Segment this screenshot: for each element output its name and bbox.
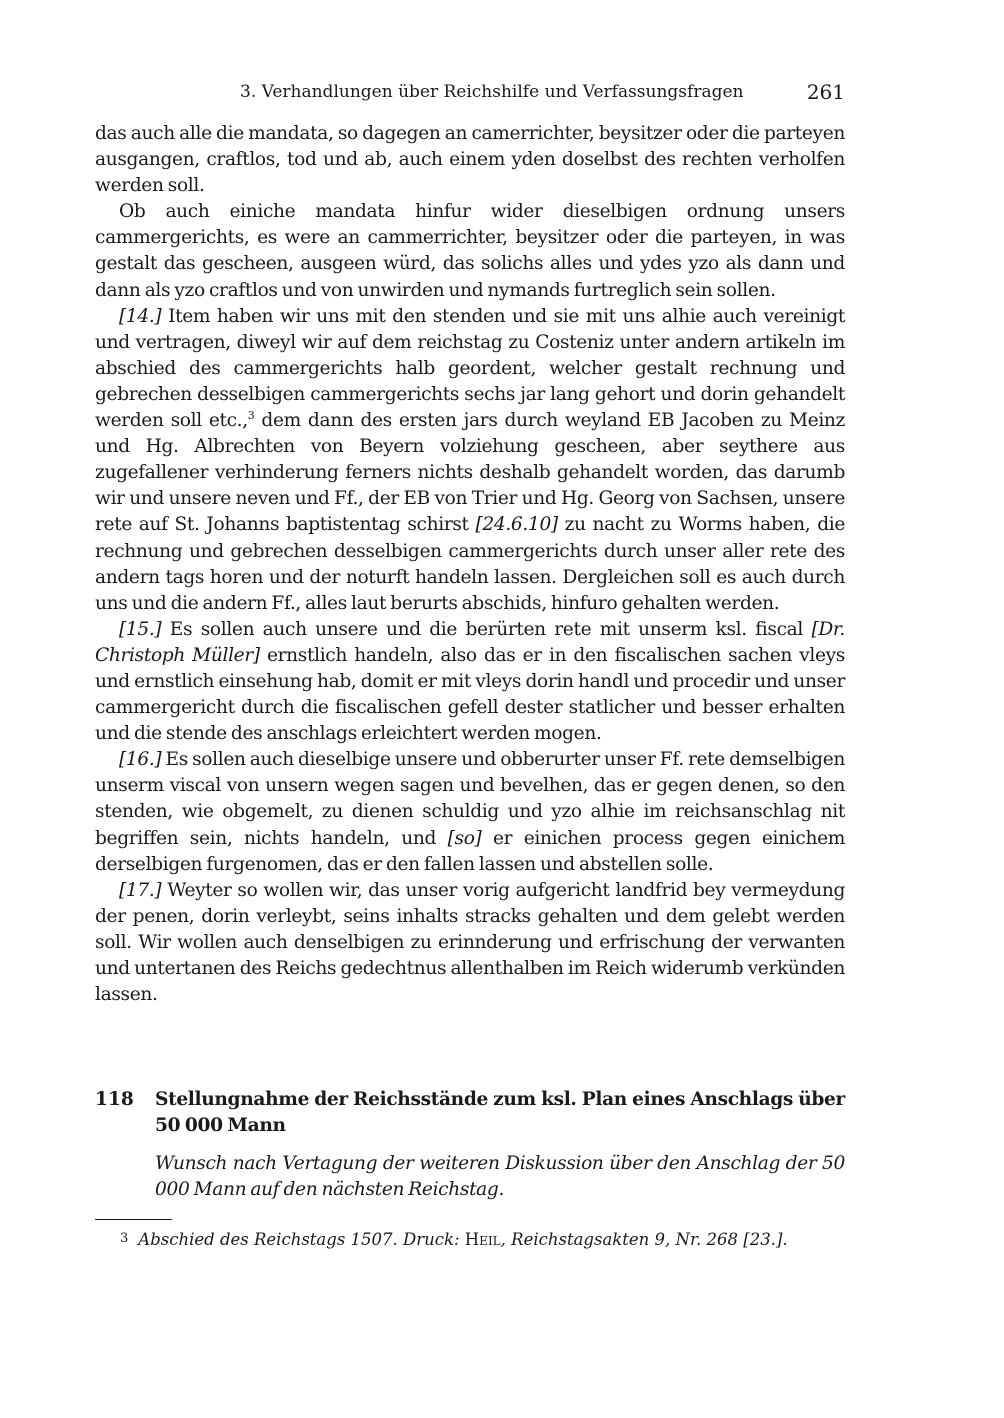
main-text (95, 121, 845, 1008)
footnote-3 (120, 1228, 845, 1251)
editorial-name: [Dr. Christoph Müller] (95, 618, 845, 666)
section-title: Stellungnahme der Reichsstände zum ksl. Plan eines Anschlags über 50 000 Mann (155, 1089, 845, 1137)
paragraph-text: Es sollen auch dieselbige unsere und obberurter unser Ff. rete demselbigen unserm viscal von unsern wegen sagen und bevelhen, das er gegen denen, so den stenden, wie obgemelt, zu dienen schuldig und yzo alhie im reichsanschlag nit begriffen sein, nichts handeln, und (95, 749, 845, 849)
paragraph-2: Ob auch einiche mandata hinfur wider dieselbigen ordnung unsers cammergerichts, es were an cammerrichter, beysitzer oder die parteyen, in was gestalt das gescheen, ausgeen würd, das solichs alles und ydes yzo als dann und dann als yzo craftlos und von unwirden und nymands furtreglich sein sollen. (95, 201, 845, 301)
paragraph-text: ernstlich handeln, also das er in den fiscalischen sachen vleys und ernstlich einsehung hab, domit er mit vleys dorin handl und procedir und unser cammergericht durch die fiscalischen gefell dester statlicher und besser erhalten und die stende des anschlags erleichtert werden mogen. (95, 644, 845, 745)
paragraph-text: dem dann des ersten jars durch weyland EB Jacoben zu Meinz und Hg. Albrechten von Beyern volziehung gescheen, aber seythere aus zugefallener verhinderung ferners nichts deshalb gehandelt worden, das darumb wir und unsere neven und Ff., der EB von Trier und Hg. Georg von Sachsen, unsere rete auf St. Johanns baptistentag schirst (95, 410, 845, 536)
editorial-insert: [so] (447, 827, 482, 849)
article-marker: [14.] (119, 305, 162, 327)
document-section-118 (95, 1087, 845, 1203)
paragraph-17 (95, 878, 845, 1008)
date-annotation: [24.6.10] (475, 514, 558, 536)
running-title: 3. Verhandlungen über Reichshilfe und Verfassungsfragen (240, 82, 744, 102)
paragraph-text: Es sollen auch unsere und die berürten rete mit unserm ksl. fiscal (161, 618, 812, 640)
page-header (95, 80, 845, 106)
section-summary: Wunsch nach Vertagung der weiteren Diskussion über den Anschlag der 50 000 Mann auf den nächsten Reichstag. (155, 1153, 845, 1201)
paragraph-text: er einichen process gegen einichem derselbigen furgenomen, das er den fallen lassen und abstellen solle. (95, 827, 846, 875)
section-number: 118 (95, 1089, 134, 1110)
article-marker: [16.] (119, 749, 162, 771)
paragraph-text: Item haben wir uns mit den stenden und sie mit uns alhie auch vereinigt und vertragen, diweyl wir auf dem reichstag zu Costeniz unter andern artikeln im abschied des cammergerichts halb geordent, welcher gestalt rechnung und gebrechen desselbigen cammergerichts sechs jar lang gehort und dorin gehandelt werden soll etc., (95, 305, 845, 432)
article-marker: [17.] (119, 879, 162, 901)
paragraph-14 (95, 304, 845, 617)
paragraph-text: Weyter so wollen wir, das unser vorig aufgericht landfrid bey vermeydung der penen, dorin verleybt, seins inhalts stracks gehalten und dem gelebt werden soll. Wir wollen auch denselbigen zu erinnderung und erfrischung der verwanten und untertanen des Reichs gedechtnus allenthalben im Reich widerumb verkünden lassen. (95, 879, 845, 1006)
article-marker: [15.] (119, 618, 162, 640)
paragraph-16 (95, 747, 845, 877)
footnote-author: Heil (464, 1230, 501, 1249)
footnote-text: Abschied des Reichstags 1507. Druck: (138, 1230, 465, 1249)
paragraph-1: das auch alle die mandata, so dagegen an camerrichter, beysitzer oder die parteyen ausgangen, craftlos, tod und ab, auch einem yden doselbst des rechten verholfen werden soll. (95, 123, 845, 197)
footnote-divider (95, 1219, 172, 1220)
footnote-reference[interactable]: 3 (247, 409, 255, 423)
page-number: 261 (806, 80, 845, 104)
paragraph-15 (95, 617, 845, 747)
paragraph-text: zu nacht zu Worms haben, die rechnung und gebrechen desselbigen cammergerichts durch unser aller rete des andern tags horen und der noturft handeln lassen. Dergleichen soll es auch durch uns und die andern Ff., alles laut berurts abschids, hinfuro gehalten werden. (95, 514, 845, 614)
footnote-text: , Reichstagsakten 9, Nr. 268 [23.]. (500, 1230, 788, 1249)
footnote-number: 3 (120, 1231, 129, 1246)
